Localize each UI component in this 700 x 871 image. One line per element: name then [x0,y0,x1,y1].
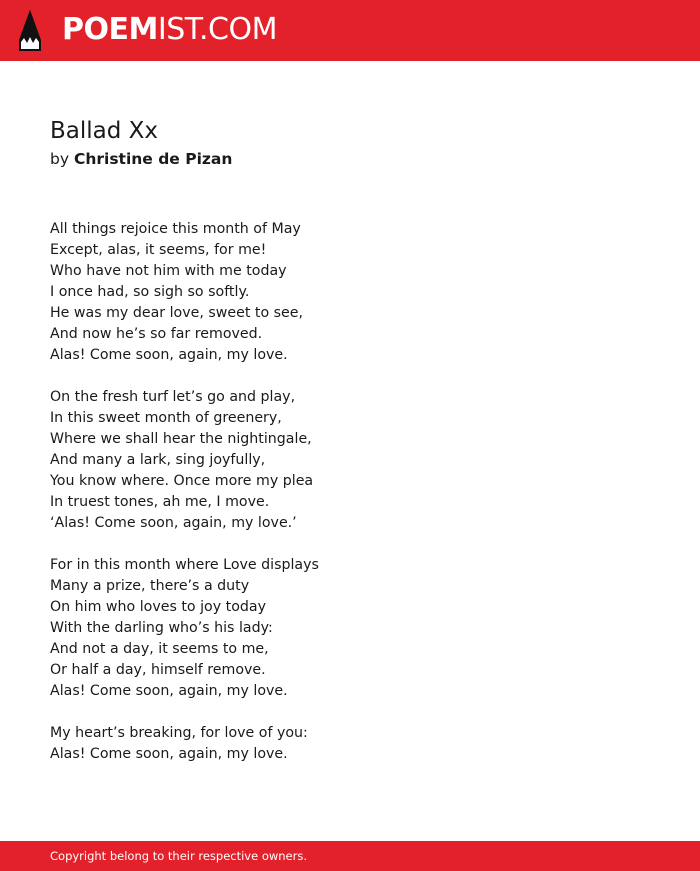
poem-line: And many a lark, sing joyfully, [50,452,266,468]
poem-stanza [50,387,650,534]
copyright-text: Copyright belong to their respective owners. [50,849,308,863]
poem-line: All things rejoice this month of May [50,221,301,237]
by-label: by [50,150,70,168]
poem-line: You know where. Once more my plea [50,473,314,489]
poem-line: In truest tones, ah me, I move. [50,494,270,510]
pencil-tip-icon[interactable] [18,10,42,51]
poem-line: Alas! Come soon, again, my love. [50,683,288,699]
site-footer [0,841,700,871]
poem-line: He was my dear love, sweet to see, [50,305,304,321]
poem-line: Many a prize, there’s a duty [50,578,250,594]
poem-line: Except, alas, it seems, for me! [50,242,267,258]
poem-line: And now he’s so far removed. [50,326,263,342]
site-logo[interactable] [62,12,277,48]
poem-line: For in this month where Love displays [50,557,319,573]
poem-line: My heart’s breaking, for love of you: [50,725,308,741]
poem-line: ‘Alas! Come soon, again, my love.’ [50,515,297,531]
poem-line: Alas! Come soon, again, my love. [50,746,288,762]
logo-bold-text: POEM [62,12,158,47]
poem-line: With the darling who’s his lady: [50,620,273,636]
poem-line: Alas! Come soon, again, my love. [50,347,288,363]
poem-line: Who have not him with me today [50,263,287,279]
poem-line: On the fresh turf let’s go and play, [50,389,296,405]
poem-line: Where we shall hear the nightingale, [50,431,312,447]
logo-light-text: IST.COM [157,12,277,47]
poem-line: In this sweet month of greenery, [50,410,282,426]
poem-byline [50,148,232,170]
poem-stanza [50,555,650,702]
poem-line: Or half a day, himself remove. [50,662,266,678]
poem-body [50,219,650,786]
poem-title: Ballad Xx [50,118,159,144]
poem-line: On him who loves to joy today [50,599,266,615]
poem-stanza [50,723,650,765]
poem-line: I once had, so sigh so softly. [50,284,250,300]
poem-stanza [50,219,650,366]
poem-line: And not a day, it seems to me, [50,641,269,657]
site-header [0,0,700,61]
author-name: Christine de Pizan [73,150,233,168]
